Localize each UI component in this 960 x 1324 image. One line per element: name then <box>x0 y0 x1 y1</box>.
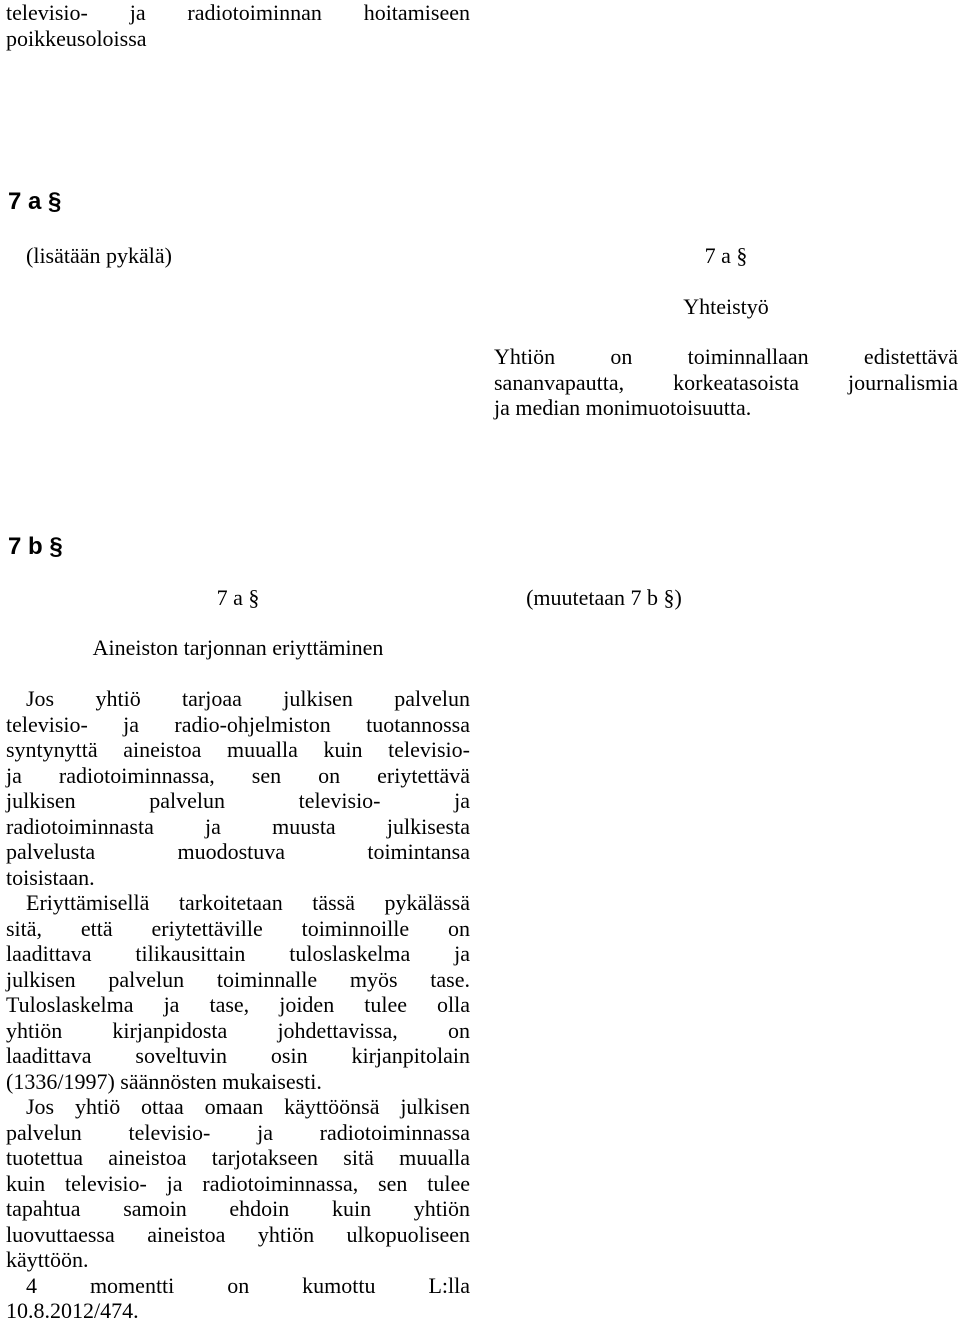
top-text <box>6 0 470 51</box>
right-text-line: sananvapautta, korkeatasoista journalismia <box>494 369 958 395</box>
paragraph-line: Jos yhtiö ottaa omaan käyttöönsä julkisen <box>26 1094 470 1119</box>
top-line-1: televisio- ja radiotoiminnan hoitamiseen <box>6 0 470 25</box>
section-7b-body <box>6 686 470 1324</box>
paragraph-line: Tuloslaskelma ja tase, joiden tulee olla <box>6 992 470 1017</box>
paragraph-2 <box>6 890 470 1094</box>
paragraph-1 <box>6 686 470 890</box>
paragraph-line: 10.8.2012/474. <box>6 1298 139 1323</box>
paragraph-line: käyttöön. <box>6 1247 89 1272</box>
paragraph-line: laadittava soveltuvin osin kirjanpitolain <box>6 1043 470 1068</box>
section-7b-left-number: 7 a § <box>216 585 260 610</box>
section-7a-left-note: (lisätään pykälä) <box>26 243 172 268</box>
paragraph-line: tapahtua samoin ehdoin kuin yhtiön <box>6 1196 470 1221</box>
paragraph-line: (1336/1997) säännösten mukaisesti. <box>6 1068 322 1094</box>
section-7a-right-title: Yhteistyö <box>683 294 769 319</box>
paragraph-line: julkisen palvelun televisio- ja <box>6 788 470 813</box>
paragraph-line: kuin televisio- ja radiotoiminnassa, sen tulee <box>6 1170 470 1196</box>
section-7a-right-number: 7 a § <box>704 243 748 268</box>
paragraph-line: sitä, että eriytettäville toiminnoille on <box>6 915 470 941</box>
section-7b-left-title: Aineiston tarjonnan eriyttäminen <box>92 635 384 660</box>
paragraph-line: julkisen palvelun toiminnalle myös tase. <box>6 966 470 992</box>
paragraph-line: ja radiotoiminnassa, sen on eriytettävä <box>6 762 470 788</box>
paragraph-line: luovuttaessa aineistoa yhtiön ulkopuoliseen <box>6 1221 470 1247</box>
section-7b-right-note: (muutetaan 7 b §) <box>526 585 682 610</box>
right-text-line: ja median monimuotoisuutta. <box>494 395 752 420</box>
paragraph-line: radiotoiminnasta ja muusta julkisesta <box>6 813 470 839</box>
section-7a-heading: 7 a § <box>8 188 62 215</box>
paragraph-line: laadittava tilikausittain tuloslaskelma ja <box>6 941 470 966</box>
paragraph-line: tuotettua aineistoa tarjotakseen sitä muualla <box>6 1145 470 1170</box>
paragraph-4 <box>6 1273 470 1324</box>
paragraph-line: 4 momentti on kumottu L:lla <box>26 1272 470 1298</box>
paragraph-line: toisistaan. <box>6 864 95 890</box>
paragraph-line: Jos yhtiö tarjoaa julkisen palvelun <box>26 686 470 711</box>
paragraph-line: palvelusta muodostuva toimintansa <box>6 839 470 864</box>
section-7b-heading: 7 b § <box>8 533 63 560</box>
top-line-2: poikkeusoloissa <box>6 25 147 51</box>
paragraph-3 <box>6 1094 470 1273</box>
paragraph-line: Eriyttämisellä tarkoitetaan tässä pykälässä <box>26 890 470 915</box>
paragraph-line: syntynyttä aineistoa muualla kuin televisio- <box>6 737 470 762</box>
paragraph-line: palvelun televisio- ja radiotoiminnassa <box>6 1119 470 1145</box>
section-7a-right-text <box>494 344 958 421</box>
paragraph-line: televisio- ja radio-ohjelmiston tuotannossa <box>6 711 470 737</box>
paragraph-line: yhtiön kirjanpidosta johdettavissa, on <box>6 1017 470 1043</box>
right-text-line: Yhtiön on toiminnallaan edistettävä <box>494 344 958 369</box>
